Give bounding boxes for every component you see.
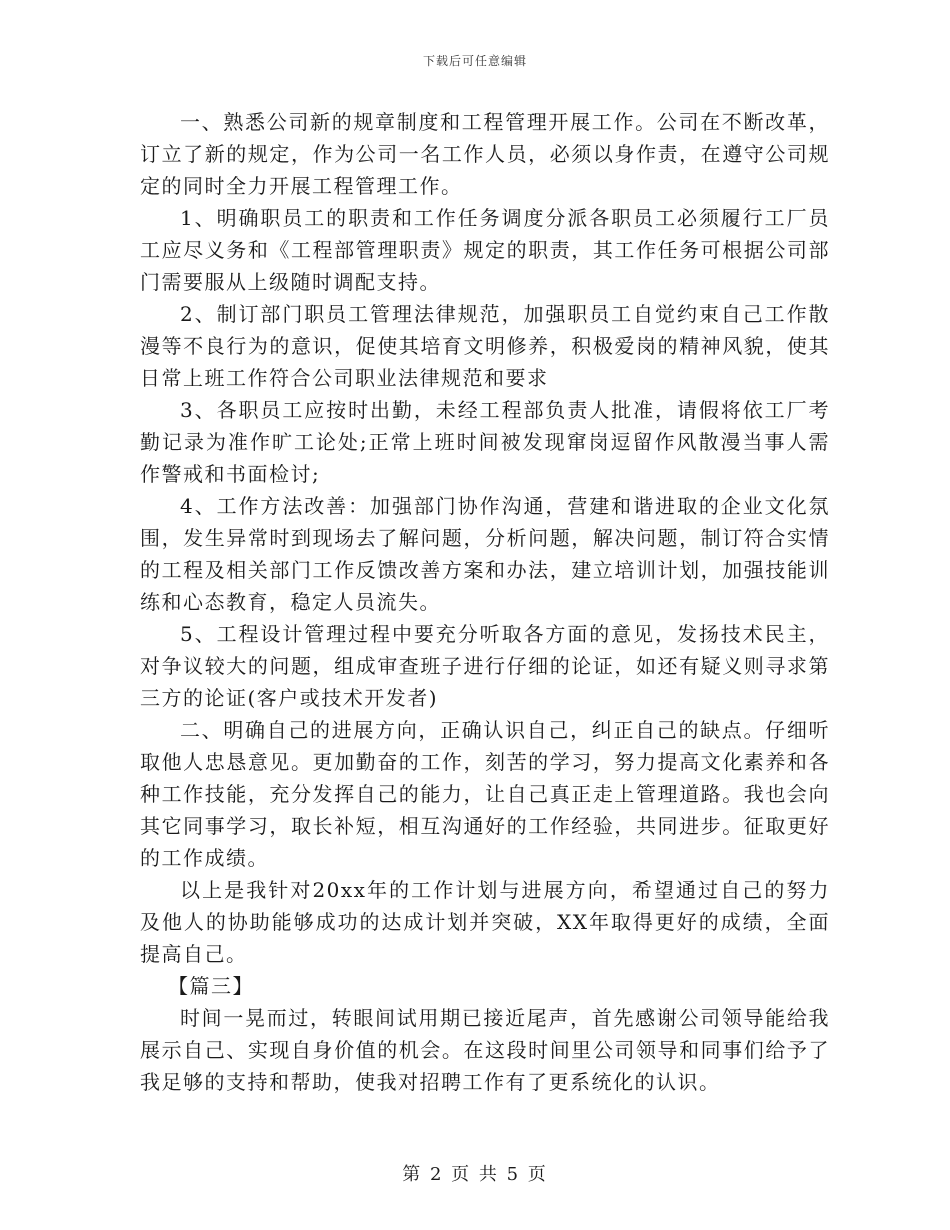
paragraph-2: 1、明确职员工的职责和工作任务调度分派各职员工必须履行工厂员工应尽义务和《工程部管理职责》规定的职责，其工作任务可根据公司部门需要服从上级随时调配支持。 <box>140 206 830 294</box>
paragraph-8: 以上是我针对20xx年的工作计划与进展方向，希望通过自己的努力及他人的协助能够成功的达成计划并突破，XX年取得更好的成绩，全面提高自己。 <box>140 878 830 966</box>
paragraph-5: 4、工作方法改善：加强部门协作沟通，营建和谐进取的企业文化氛围，发生异常时到现场去了解问题，分析问题，解决问题，制订符合实情的工程及相关部门工作反馈改善方案和办法，建立培训计划，加强技能训练和心态教育，稳定人员流失。 <box>140 494 830 614</box>
paragraph-final: 时间一晃而过，转眼间试用期已接近尾声，首先感谢公司领导能给我展示自己、实现自身价值的机会。在这段时间里公司领导和同事们给予了我足够的支持和帮助，使我对招聘工作有了更系统化的认识。 <box>140 1006 830 1094</box>
section-heading: 【篇三】 <box>168 974 254 998</box>
paragraph-7: 二、明确自己的进展方向，正确认识自己，纠正自己的缺点。仔细听取他人忠恳意见。更加勤奋的工作，刻苦的学习，努力提高文化素养和各种工作技能，充分发挥自己的能力，让自己真正走上管理道路。我也会向其它同事学习，取长补短，相互沟通好的工作经验，共同进步。征取更好的工作成绩。 <box>140 718 830 870</box>
page-header: 下载后可任意编辑 <box>422 54 527 68</box>
page-footer: 第 2 页 共 5 页 <box>402 1164 548 1185</box>
paragraph-3: 2、制订部门职员工管理法律规范，加强职员工自觉约束自己工作散漫等不良行为的意识，促使其培育文明修养，积极爱岗的精神风貌，使其日常上班工作符合公司职业法律规范和要求 <box>140 302 830 390</box>
paragraph-6: 5、工程设计管理过程中要充分听取各方面的意见，发扬技术民主，对争议较大的问题，组成审查班子进行仔细的论证，如还有疑义则寻求第三方的论证(客户或技术开发者) <box>140 622 830 710</box>
document-body <box>140 106 830 1098</box>
paragraph-1: 一、熟悉公司新的规章制度和工程管理开展工作。公司在不断改革，订立了新的规定，作为公司一名工作人员，必须以身作责，在遵守公司规定的同时全力开展工程管理工作。 <box>140 110 830 198</box>
paragraph-4: 3、各职员工应按时出勤，未经工程部负责人批准，请假将依工厂考勤记录为准作旷工论处;正常上班时间被发现窜岗逗留作风散漫当事人需作警戒和书面检讨; <box>140 398 830 486</box>
